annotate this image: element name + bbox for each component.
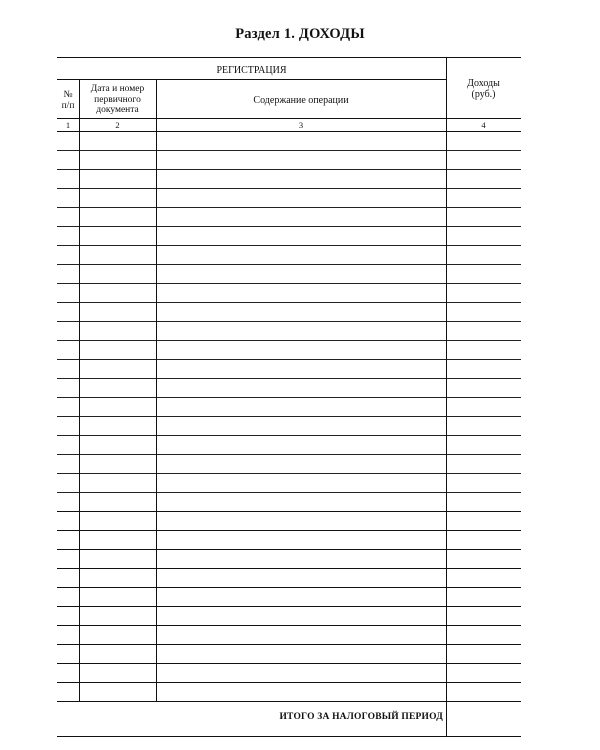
table-row	[57, 531, 521, 550]
operation-content-header: Содержание операции	[253, 95, 349, 106]
table-row	[57, 683, 521, 702]
table-row	[57, 474, 521, 493]
table-row	[57, 512, 521, 531]
table-row	[57, 588, 521, 607]
table-header	[57, 58, 521, 119]
table-row	[57, 227, 521, 246]
table-row	[57, 208, 521, 227]
table-row	[57, 436, 521, 455]
table-row	[57, 170, 521, 189]
table-row	[57, 379, 521, 398]
column-number-row	[57, 119, 521, 132]
table-body	[57, 132, 521, 702]
table-row	[57, 626, 521, 645]
table-row	[57, 493, 521, 512]
table-row	[57, 322, 521, 341]
table-row	[57, 607, 521, 626]
income-ledger-table	[57, 57, 521, 737]
registration-divider	[57, 79, 446, 80]
column-number: 3	[298, 120, 304, 130]
row-number-header: № п/п	[61, 90, 75, 111]
column-number: 4	[481, 120, 486, 130]
column-number: 1	[65, 120, 71, 130]
registration-header: РЕГИСТРАЦИЯ	[216, 65, 287, 76]
total-label: ИТОГО ЗА НАЛОГОВЫЙ ПЕРИОД	[279, 712, 443, 722]
income-header: Доходы (руб.)	[467, 78, 500, 100]
table-row	[57, 550, 521, 569]
table-row	[57, 284, 521, 303]
table-row	[57, 189, 521, 208]
table-row	[57, 151, 521, 170]
column-number: 2	[115, 120, 120, 130]
table-row	[57, 645, 521, 664]
table-row	[57, 360, 521, 379]
total-row	[57, 702, 521, 737]
table-row	[57, 455, 521, 474]
table-row	[57, 569, 521, 588]
document-date-header: Дата и номер первичного документа	[90, 84, 145, 115]
table-row	[57, 246, 521, 265]
table-row	[57, 417, 521, 436]
page-title: Раздел 1. ДОХОДЫ	[235, 26, 365, 42]
table-row	[57, 398, 521, 417]
table-row	[57, 341, 521, 360]
table-row	[57, 265, 521, 284]
table-row	[57, 303, 521, 322]
table-row	[57, 664, 521, 683]
table-row	[57, 132, 521, 151]
